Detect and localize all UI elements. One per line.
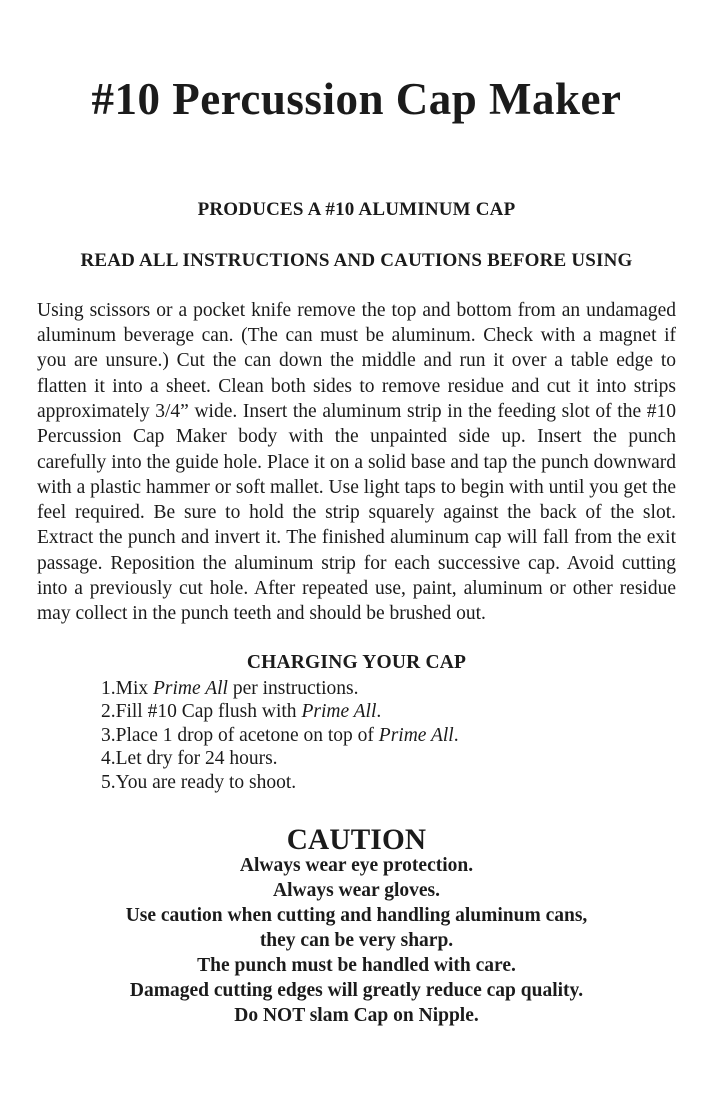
caution-line-slam-nipple: Do NOT slam Cap on Nipple. bbox=[234, 1004, 479, 1026]
caution-line-punch-care: The punch must be handled with care. bbox=[197, 954, 516, 976]
charging-step-5 bbox=[101, 771, 676, 795]
caution-line-damaged-edges: Damaged cutting edges will greatly reduce cap quality. bbox=[129, 979, 584, 1001]
step-product-name: Prime All bbox=[153, 677, 228, 699]
caution-line-gloves: Always wear gloves. bbox=[273, 879, 440, 901]
charging-step-4 bbox=[101, 747, 676, 771]
charging-step-3 bbox=[101, 724, 676, 748]
step-product-name: Prime All bbox=[378, 724, 454, 746]
charging-step-2 bbox=[101, 700, 676, 724]
step-text-pre: 5.You are ready to shoot. bbox=[101, 771, 297, 793]
caution-heading: CAUTION bbox=[286, 823, 427, 856]
subtitle-produces: PRODUCES A #10 ALUMINUM CAP bbox=[197, 198, 516, 220]
charging-steps-list bbox=[101, 677, 676, 795]
step-text-pre: 1.Mix bbox=[101, 677, 154, 699]
step-text-post: . bbox=[453, 724, 459, 746]
step-text-post: . bbox=[376, 701, 382, 723]
step-text-pre: 4.Let dry for 24 hours. bbox=[101, 748, 278, 770]
charging-step-1 bbox=[101, 677, 676, 701]
document-page bbox=[0, 74, 713, 1099]
caution-line-sharp: they can be very sharp. bbox=[259, 929, 454, 951]
page-title: #10 Percussion Cap Maker bbox=[91, 74, 622, 124]
step-text-pre: 2.Fill #10 Cap flush with bbox=[101, 701, 302, 723]
step-text-pre: 3.Place 1 drop of acetone on top of bbox=[101, 724, 379, 746]
charging-heading: CHARGING YOUR CAP bbox=[246, 651, 467, 673]
caution-section bbox=[37, 823, 676, 1028]
caution-line-cutting-cans: Use caution when cutting and handling aluminum cans, bbox=[125, 904, 588, 926]
caution-line-eye-protection: Always wear eye protection. bbox=[239, 854, 474, 876]
step-text-post: per instructions. bbox=[227, 677, 359, 699]
instructions-paragraph: Using scissors or a pocket knife remove the top and bottom from an undamaged aluminum beverage can. (The can must be aluminum. Check with a magnet if you are unsure.) Cut the can down the middle and run it over a table edge to flatten it into a sheet. Clean both sides to remove residue and cut it into strips approximately 3/4” wide. Insert the aluminum strip in the feeding slot of the #10 Percussion Cap Maker body with the unpainted side up. Insert the punch carefully into the guide hole. Place it on a solid base and tap the punch downward with a plastic hammer or soft mallet. Use light taps to begin with until you get the feel required. Be sure to hold the strip squarely against the back of the slot. Extract the punch and invert it. The finished aluminum cap will fall from the exit passage. Reposition the aluminum strip for each successive cap. Avoid cutting into a previously cut hole. After repeated use, paint, aluminum or other residue may collect in the punch teeth and should be brushed out. bbox=[37, 299, 676, 625]
step-product-name: Prime All bbox=[301, 701, 377, 723]
subtitle-read: READ ALL INSTRUCTIONS AND CAUTIONS BEFORE USING bbox=[80, 249, 633, 271]
